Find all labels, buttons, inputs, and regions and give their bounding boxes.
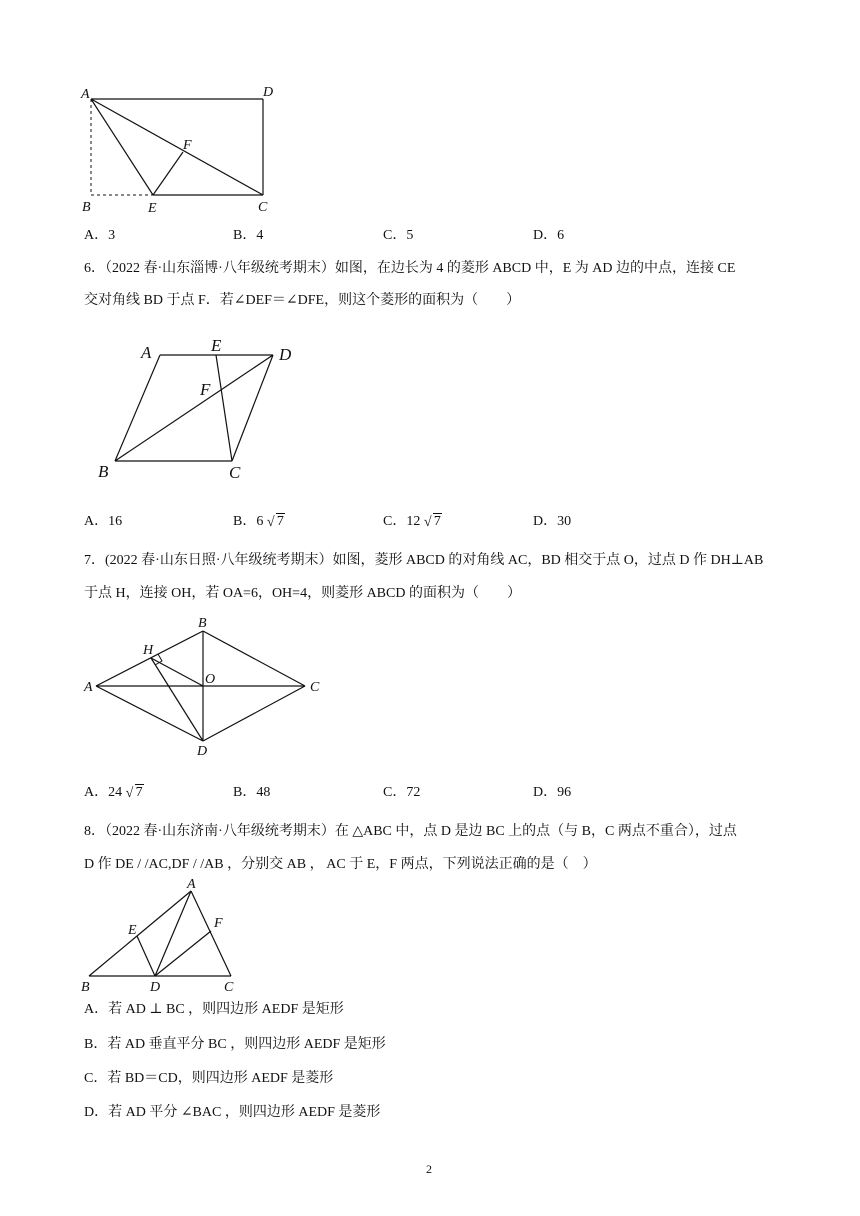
label-B: B [98, 462, 109, 481]
sqrt-symbol: √ 7 [266, 514, 284, 530]
q7-option-c-text: C．72 [383, 785, 421, 800]
label-D: D [197, 744, 208, 759]
label-C: C [229, 463, 241, 482]
label-B: B [81, 980, 90, 995]
q6-option-a-text: A．16 [84, 514, 123, 529]
label-A: A [84, 680, 93, 695]
label-B: B [82, 200, 91, 215]
q6-stem-line2: 交对角线 BD 于点 F．若∠DEF＝∠DFE，则这个菱形的面积为（ ） [84, 293, 521, 308]
sqrt-symbol: √ 7 [125, 785, 143, 801]
label-H: H [143, 643, 154, 658]
label-A: A [141, 343, 152, 362]
q8-option-c[interactable] [84, 1069, 333, 1089]
radicand: 7 [276, 514, 284, 529]
q7-stem-line1: 7．(2022 春·山东日照·八年级统考期末）如图，菱形 ABCD 的对角线 AC，BD 相交于点 O，过点 D 作 DH⊥AB [84, 553, 764, 568]
label-C: C [310, 680, 320, 695]
q6-stem-line1: 6．（2022 春·山东淄博·八年级统考期末）如图，在边长为 4 的菱形 ABCD 中，E 为 AD 边的中点，连接 CE [84, 261, 736, 276]
q8-stem-line1: 8．（2022 春·山东济南·八年级统考期末）在 △ABC 中，点 D 是边 BC 上的点（与 B，C 两点不重合），过点 [84, 824, 737, 839]
label-D: D [150, 980, 161, 995]
label-A: A [187, 877, 196, 892]
q8-option-d-text: D．若 AD 平分 ∠BAC ，则四边形 AEDF 是菱形 [84, 1105, 381, 1120]
label-E: E [211, 336, 222, 355]
q8-option-b[interactable] [84, 1035, 386, 1055]
q6-option-c-text: C．12 [383, 514, 421, 529]
label-D: D [279, 345, 292, 364]
label-D: D [263, 85, 274, 100]
label-E: E [148, 201, 157, 216]
label-A: A [81, 87, 90, 102]
q7-option-a-text: A．24 [84, 785, 123, 800]
label-F: F [214, 916, 223, 931]
q6-option-d-text: D．30 [533, 514, 572, 529]
q5-option-a-text: A．3 [84, 228, 116, 243]
q8-option-c-text: C．若 BD＝CD，则四边形 AEDF 是菱形 [84, 1071, 334, 1086]
q7-stem-line2: 于点 H，连接 OH，若 OA=6，OH=4，则菱形 ABCD 的面积为（ ） [84, 586, 521, 601]
q7-option-b-text: B．48 [233, 785, 271, 800]
q8-option-a[interactable] [84, 1000, 344, 1020]
label-B: B [198, 616, 207, 631]
label-O: O [205, 672, 216, 687]
q8-stem-line2: D 作 DE / /AC,DF / /AB ，分别交 AB ， AC 于 E，F 两点，下列说法正确的是（ ） [84, 857, 597, 872]
page-number: 2 [426, 1162, 432, 1176]
q5-option-d-text: D．6 [533, 228, 565, 243]
label-C: C [258, 200, 268, 215]
radicand: 7 [135, 785, 143, 800]
q5-option-c-text: C．5 [383, 228, 414, 243]
radicand: 7 [433, 514, 441, 529]
label-E: E [128, 923, 137, 938]
label-F: F [200, 380, 211, 399]
label-F: F [183, 138, 192, 153]
q6-option-b-text: B．6 [233, 514, 264, 529]
q5-option-b-text: B．4 [233, 228, 264, 243]
q8-option-d[interactable] [84, 1103, 380, 1123]
q8-option-a-text: A．若 AD ⊥ BC ，则四边形 AEDF 是矩形 [84, 1002, 344, 1017]
q8-option-b-text: B．若 AD 垂直平分 BC ，则四边形 AEDF 是矩形 [84, 1037, 386, 1052]
q7-option-d-text: D．96 [533, 785, 572, 800]
sqrt-symbol: √ 7 [423, 514, 441, 530]
label-C: C [224, 980, 234, 995]
